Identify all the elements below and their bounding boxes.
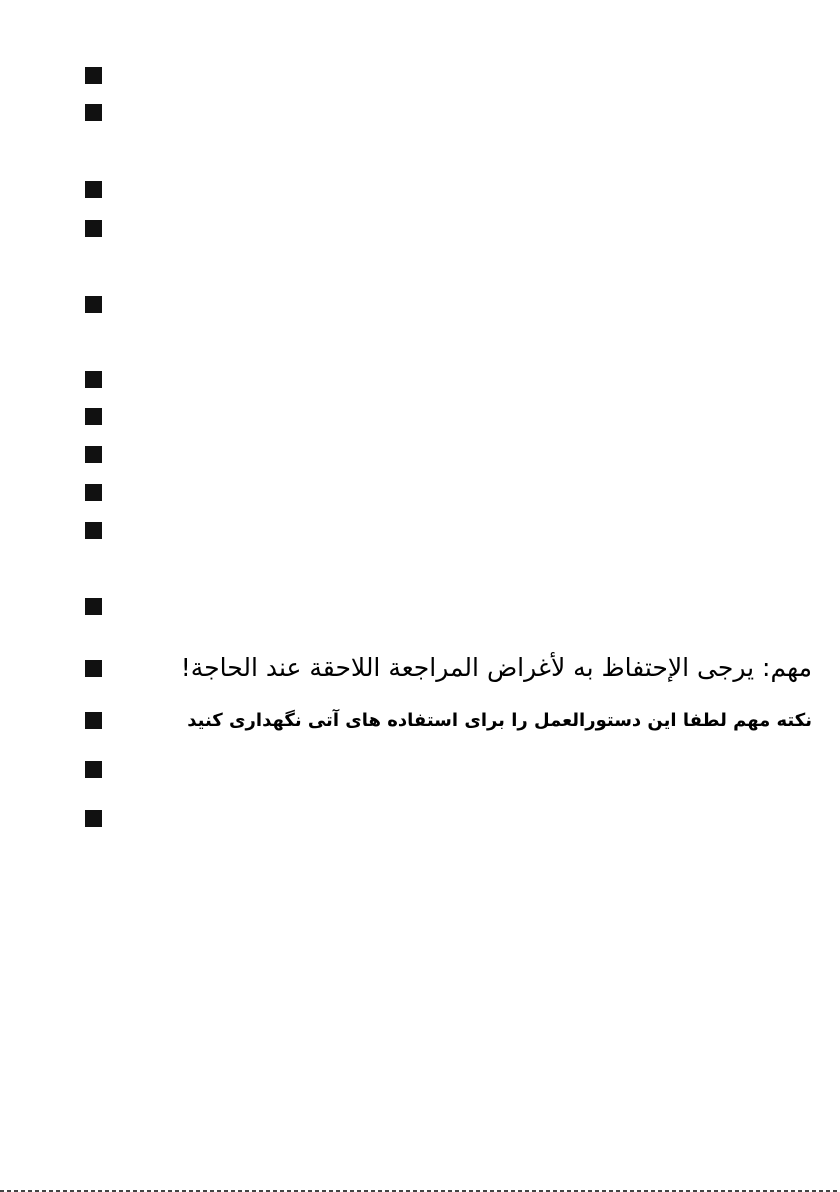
list-item (0, 296, 840, 320)
bullet-square-icon (85, 761, 102, 778)
list-item (0, 371, 840, 395)
list-item (0, 220, 840, 244)
list-item (0, 446, 840, 470)
important-notice-text: مهم: يرجى الإحتفاظ به لأغراض المراجعة اللاحقة عند الحاجة! (180, 653, 812, 682)
bullet-square-icon (85, 522, 102, 539)
important-notice-row (0, 653, 840, 684)
list-item (0, 104, 840, 128)
bullet-square-icon (85, 408, 102, 425)
bullet-square-icon (85, 660, 102, 677)
bullet-square-icon (85, 67, 102, 84)
list-item (0, 522, 840, 546)
list-item (0, 598, 840, 622)
bullet-square-icon (85, 598, 102, 615)
bullet-square-icon (85, 181, 102, 198)
persian-notice-row (0, 712, 840, 736)
list-item (0, 67, 840, 91)
persian-notice-text: نکته مهم لطفا این دستورالعمل را برای استفاده های آتی نگهداری کنید (187, 710, 812, 731)
list-item (0, 408, 840, 432)
bullet-square-icon (85, 446, 102, 463)
bullet-square-icon (85, 712, 102, 729)
list-item (0, 810, 840, 834)
bullet-square-icon (85, 484, 102, 501)
list-item (0, 761, 840, 785)
list-item (0, 484, 840, 508)
bullet-square-icon (85, 371, 102, 388)
bullet-square-icon (85, 296, 102, 313)
bullet-square-icon (85, 810, 102, 827)
list-item (0, 181, 840, 205)
bullet-square-icon (85, 220, 102, 237)
bullet-square-icon (85, 104, 102, 121)
